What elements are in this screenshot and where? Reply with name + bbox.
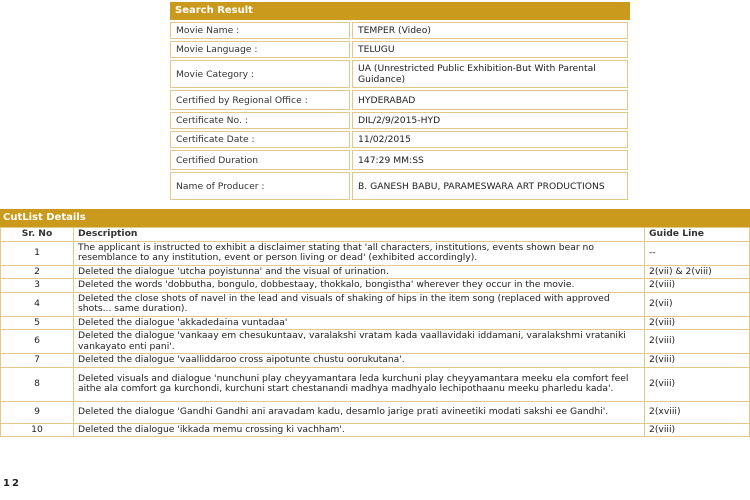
info-row [170, 90, 628, 110]
info-value: TELUGU [352, 41, 628, 58]
guide-line-cell: 2(viii) [645, 330, 750, 354]
col-description: Description [74, 228, 645, 242]
table-row [1, 265, 750, 279]
sr-no-cell: 6 [1, 330, 74, 354]
info-label: Certificate Date : [170, 131, 350, 148]
info-label: Name of Producer : [170, 172, 350, 200]
table-row [1, 367, 750, 401]
table-row [1, 292, 750, 316]
description-cell: Deleted visuals and dialogue 'nunchuni play cheyyamantara leda kurchuni play cheyyamantara meeku ela comfort feel aithe ala comfort ga kurchondi, kurchuni start chestanandi madhya madhyalo lechipothaanu meeku pharledu kada'. [74, 367, 645, 401]
description-cell: Deleted the dialogue 'akkadedaina vuntadaa' [74, 316, 645, 330]
info-row [170, 131, 628, 148]
search-result-panel [170, 2, 630, 202]
info-row [170, 150, 628, 170]
info-label: Certified Duration [170, 150, 350, 170]
table-row [1, 423, 750, 437]
pagination [3, 478, 21, 489]
info-row [170, 22, 628, 39]
table-row [1, 330, 750, 354]
guide-line-cell: 2(vii) [645, 292, 750, 316]
info-value: UA (Unrestricted Public Exhibition-But With Parental Guidance) [352, 60, 628, 88]
description-cell: Deleted the words 'dobbutha, bongulo, dobbestaay, thokkalo, bongistha' wherever they occur in the movie. [74, 279, 645, 293]
movie-info-table [168, 20, 630, 202]
cutlist-header-row [1, 228, 750, 242]
description-cell: The applicant is instructed to exhibit a disclaimer stating that 'all characters, institutions, events shown bear no resemblance to any institution, event or person living or dead' (exhibited accordingly). [74, 241, 645, 265]
info-label: Movie Category : [170, 60, 350, 88]
info-value: 147:29 MM:SS [352, 150, 628, 170]
sr-no-cell: 4 [1, 292, 74, 316]
cutlist-table [0, 227, 750, 437]
search-result-header: Search Result [170, 2, 630, 20]
info-label: Movie Language : [170, 41, 350, 58]
col-guide-line: Guide Line [645, 228, 750, 242]
sr-no-cell: 2 [1, 265, 74, 279]
info-label: Certificate No. : [170, 112, 350, 129]
info-row [170, 172, 628, 200]
info-label: Certified by Regional Office : [170, 90, 350, 110]
guide-line-cell: 2(viii) [645, 279, 750, 293]
page-2-link[interactable]: 2 [11, 478, 19, 489]
table-row [1, 316, 750, 330]
sr-no-cell: 3 [1, 279, 74, 293]
table-row [1, 354, 750, 368]
guide-line-cell: -- [645, 241, 750, 265]
info-value: TEMPER (Video) [352, 22, 628, 39]
description-cell: Deleted the dialogue 'ikkada memu crossing ki vachham'. [74, 423, 645, 437]
table-row [1, 401, 750, 423]
page-1-link[interactable]: 1 [3, 478, 10, 489]
col-sr-no: Sr. No [1, 228, 74, 242]
guide-line-cell: 2(vii) & 2(viii) [645, 265, 750, 279]
sr-no-cell: 10 [1, 423, 74, 437]
guide-line-cell: 2(viii) [645, 354, 750, 368]
table-row [1, 279, 750, 293]
info-row [170, 60, 628, 88]
info-label: Movie Name : [170, 22, 350, 39]
info-row [170, 41, 628, 58]
description-cell: Deleted the dialogue 'vankaay em chesukuntaav, varalakshi vratam kada vaallavidaki iddamani, varalakshmi vrataniki vankayato enti pani'. [74, 330, 645, 354]
guide-line-cell: 2(xviii) [645, 401, 750, 423]
description-cell: Deleted the close shots of navel in the lead and visuals of shaking of hips in the item song (replaced with approved shots... same duration). [74, 292, 645, 316]
cutlist-panel [0, 209, 750, 437]
guide-line-cell: 2(viii) [645, 316, 750, 330]
guide-line-cell: 2(viii) [645, 423, 750, 437]
cutlist-header: CutList Details [0, 209, 750, 227]
description-cell: Deleted the dialogue 'vaalliddaroo cross aipotunte chustu oorukutana'. [74, 354, 645, 368]
sr-no-cell: 9 [1, 401, 74, 423]
sr-no-cell: 7 [1, 354, 74, 368]
info-row [170, 112, 628, 129]
info-value: HYDERABAD [352, 90, 628, 110]
info-value: 11/02/2015 [352, 131, 628, 148]
info-value: B. GANESH BABU, PARAMESWARA ART PRODUCTIONS [352, 172, 628, 200]
table-row [1, 241, 750, 265]
info-value: DIL/2/9/2015-HYD [352, 112, 628, 129]
description-cell: Deleted the dialogue 'utcha poyistunna' and the visual of urination. [74, 265, 645, 279]
description-cell: Deleted the dialogue 'Gandhi Gandhi ani aravadam kadu, desamlo jarige prati avineetiki modati sakshi ee Gandhi'. [74, 401, 645, 423]
sr-no-cell: 1 [1, 241, 74, 265]
sr-no-cell: 5 [1, 316, 74, 330]
sr-no-cell: 8 [1, 367, 74, 401]
guide-line-cell: 2(viii) [645, 367, 750, 401]
